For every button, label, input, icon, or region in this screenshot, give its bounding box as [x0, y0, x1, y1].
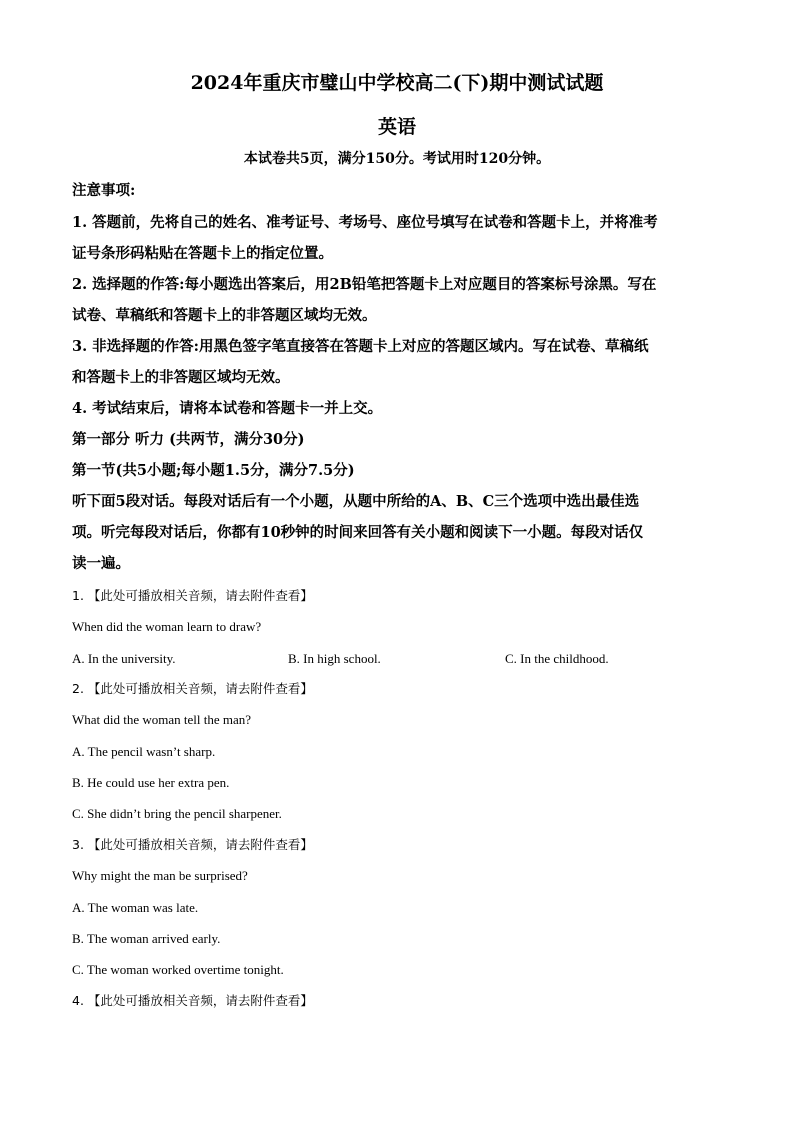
instruction-line: 和答题卡上的非答题区域均无效。 — [72, 369, 290, 386]
option-c: C. In the childhood. — [505, 651, 609, 666]
exam-info: 本试卷共5页，满分150分。考试用时120分钟。 — [243, 151, 551, 167]
option-a: A. In the university. — [72, 651, 176, 666]
instruction-line: 1. 答题前，先将自己的姓名、准考证号、考场号、座位号填写在试卷和答题卡上，并将准考 — [72, 214, 658, 231]
option-a: A. The woman was late. — [72, 900, 199, 915]
option-a: A. The pencil wasn’t sharp. — [72, 744, 216, 759]
option-c: C. The woman worked overtime tonight. — [72, 962, 284, 977]
question-stem-q1: When did the woman learn to draw? — [72, 619, 262, 634]
instructions-heading: 注意事项: — [72, 182, 136, 199]
audio-placeholder-q1[interactable]: 1. 【此处可播放相关音频，请去附件查看】 — [72, 588, 313, 603]
directions-line: 听下面5段对话。每段对话后有一个小题，从题中所给的A、B、C三个选项中选出最佳选 — [72, 493, 640, 510]
section-part-heading: 第一部分 听力 (共两节，满分30分) — [72, 431, 305, 448]
option-b: B. He could use her extra pen. — [72, 775, 230, 790]
option-b: B. In high school. — [288, 651, 381, 666]
audio-placeholder-q2[interactable]: 2. 【此处可播放相关音频，请去附件查看】 — [72, 681, 313, 696]
question-stem-q3: Why might the man be surprised? — [72, 868, 248, 883]
instruction-line: 3. 非选择题的作答:用黑色签字笔直接答在答题卡上对应的答题区域内。写在试卷、草稿纸 — [72, 338, 649, 355]
question-stem-q2: What did the woman tell the man? — [72, 712, 252, 727]
audio-placeholder-q4[interactable]: 4. 【此处可播放相关音频，请去附件查看】 — [72, 993, 313, 1008]
exam-subject: 英语 — [377, 116, 416, 138]
instruction-line: 2. 选择题的作答:每小题选出答案后，用2B铅笔把答题卡上对应题目的答案标号涂黑。写在 — [72, 276, 657, 293]
subsection-heading: 第一节(共5小题;每小题1.5分，满分7.5分) — [72, 462, 355, 479]
directions-line: 读一遍。 — [72, 555, 130, 572]
audio-placeholder-q3[interactable]: 3. 【此处可播放相关音频，请去附件查看】 — [72, 837, 313, 852]
option-c: C. She didn’t bring the pencil sharpener. — [72, 806, 282, 821]
option-b: B. The woman arrived early. — [72, 931, 221, 946]
instruction-line: 试卷、草稿纸和答题卡上的非答题区域均无效。 — [72, 307, 377, 324]
instruction-line: 证号条形码粘贴在答题卡上的指定位置。 — [72, 245, 333, 262]
options-row-q1 — [72, 649, 732, 669]
instruction-line: 4. 考试结束后，请将本试卷和答题卡一并上交。 — [72, 400, 383, 417]
exam-title: 2024年重庆市璧山中学校高二(下)期中测试试题 — [190, 72, 604, 94]
directions-line: 项。听完每段对话后，你都有10秒钟的时间来回答有关小题和阅读下一小题。每段对话仅 — [72, 524, 644, 541]
